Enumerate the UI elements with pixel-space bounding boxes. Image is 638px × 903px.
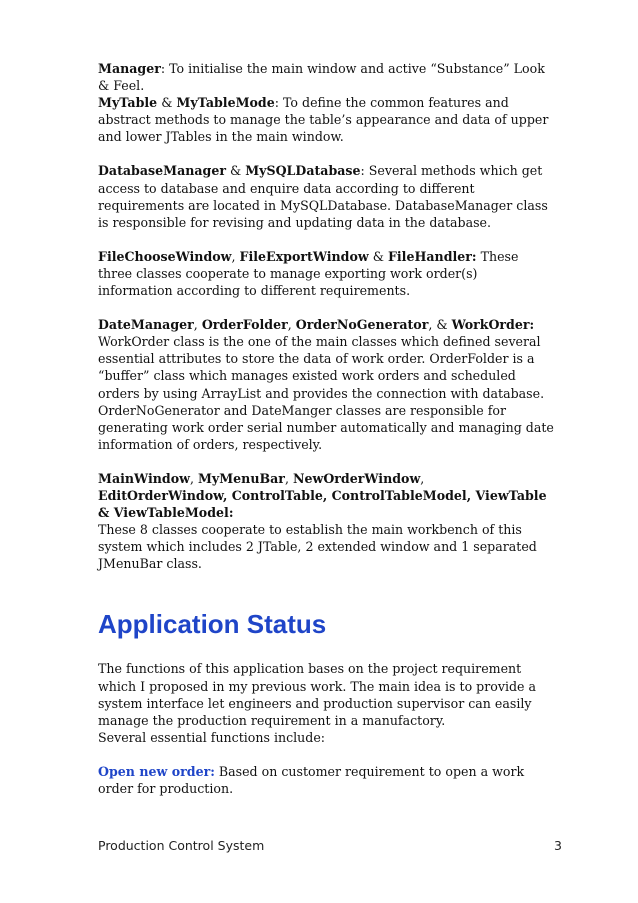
paragraph-workorder: DateManager, OrderFolder, OrderNoGenerator, & WorkOrder: WorkOrder class is the one of the main classes which defined several essential attributes to store the data of work order. OrderFolder is a “buffer” class which manages existed work orders and scheduled orders by using ArrayList and provides the connection with database. OrderNoGenerator and DateManger classes are responsible for generating work order serial number automatically and managing date information of orders, respectively. (98, 317, 554, 452)
paragraph-file: FileChooseWindow, FileExportWindow & FileHandler: These three classes cooperate to manage exporting work order(s) information according to different requirements. (98, 248, 519, 299)
class-term: MyMenuBar (197, 470, 285, 486)
footer-title: Production Control System (98, 838, 265, 853)
function-term: Open new order: (98, 763, 215, 779)
class-term: DatabaseManager (98, 163, 226, 179)
class-term: OrderNoGenerator (295, 317, 429, 333)
class-term: NewOrderWindow (292, 470, 421, 486)
class-term: MainWindow (98, 470, 190, 486)
page-body (98, 60, 556, 814)
paragraph-database: DatabaseManager & MySQLDatabase: Several methods which get access to database and enquire data according to different requirements are located in MySQLDatabase. DatabaseManager class is responsible for revising and updating data in the database. (98, 163, 548, 230)
class-term: OrderFolder (201, 317, 288, 333)
paragraph-mainwindow: MainWindow, MyMenuBar, NewOrderWindow, EditOrderWindow, ControlTable, ControlTableModel, ViewTable & ViewTableModel: These 8 classes cooperate to establish the main workbench of this system which includes 2 JTable, 2 extended window and 1 separated JMenuBar class. (98, 470, 547, 572)
paragraph-application-status: The functions of this application bases on the project requirement which I proposed in my previous work. The main idea is to provide a system interface let engineers and production supervisor can easily manage the production requirement in a manufactory. Several essential functions include: (98, 661, 536, 745)
class-term: MyTableMode (176, 95, 275, 111)
class-term: FileHandler: (387, 248, 477, 264)
class-term: WorkOrder: (451, 317, 535, 333)
class-term: Manager (98, 61, 161, 76)
class-term: EditOrderWindow, ControlTable, ControlTableModel, ViewTable (98, 487, 547, 503)
section-heading: Application Status (98, 609, 327, 640)
class-term: MyTable (98, 95, 158, 111)
page-number: 3 (554, 838, 562, 853)
paragraph-manager: Manager: To initialise the main window and active “Substance” Look & Feel. MyTable & MyTableMode: To define the common features and abstract methods to manage the table’s appearance and data of upper and lower JTables in the main window. (98, 61, 549, 145)
class-term: FileChooseWindow (98, 248, 232, 264)
class-term: & ViewTableModel: (98, 505, 234, 521)
class-term: FileExportWindow (239, 248, 369, 264)
page-footer (98, 838, 562, 853)
class-term: DateManager (98, 317, 194, 333)
class-term: MySQLDatabase (245, 163, 361, 179)
paragraph-open-new-order: Open new order: Based on customer requirement to open a work order for production. (98, 763, 525, 796)
